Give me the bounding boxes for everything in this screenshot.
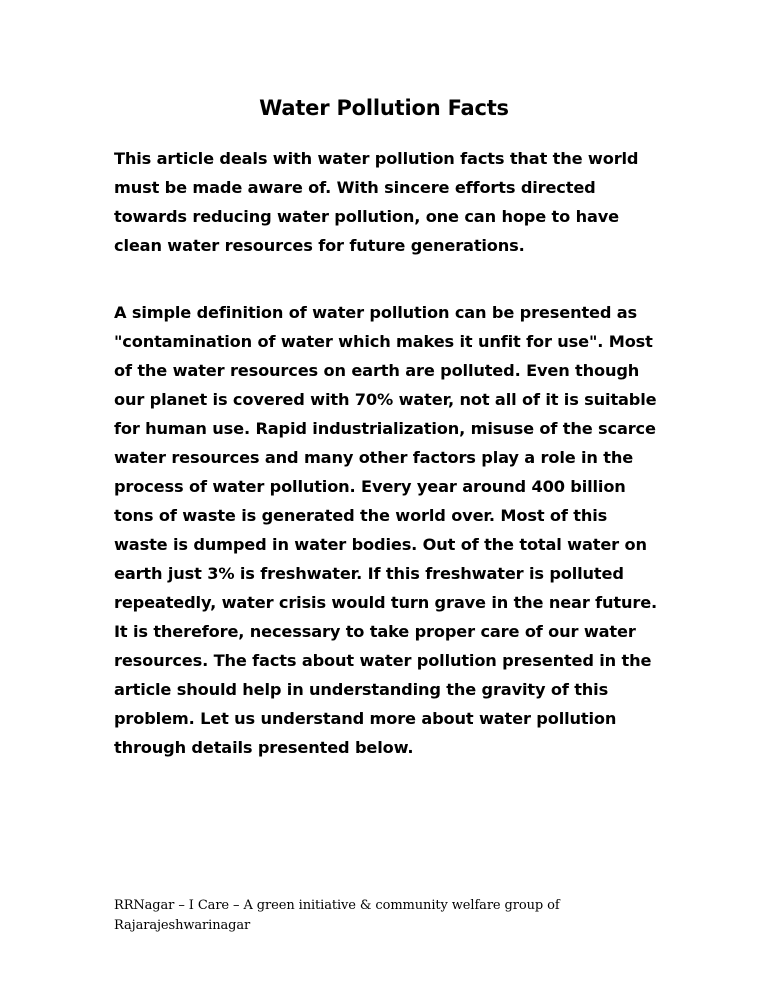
page-title: Water Pollution Facts <box>259 96 509 120</box>
definition-paragraph: A simple definition of water pollution can be presented as "contamination of water which makes it unfit for use". Most of the water resources on earth are polluted. Even though our planet is covered with 70% water, not all of it is suitable for human use. Rapid industrialization, misuse of the scarce water resources and many other factors play a role in the process of water pollution. Every year around 400 billion tons of waste is generated the world over. Most of this waste is dumped in water bodies. Out of the total water on earth just 3% is freshwater. If this freshwater is polluted repeatedly, water crisis would turn grave in the near future. It is therefore, necessary to take proper care of our water resources. The facts about water pollution presented in the article should help in understanding the gravity of this problem. Let us understand more about water pollution through details presented below. <box>114 303 658 757</box>
page-footer: RRNagar – I Care – A green initiative & community welfare group of Rajarajeshwarinagar <box>114 898 560 933</box>
intro-paragraph: This article deals with water pollution facts that the world must be made aware of. With sincere efforts directed towards reducing water pollution, one can hope to have clean water resources for future generations. <box>114 149 639 255</box>
